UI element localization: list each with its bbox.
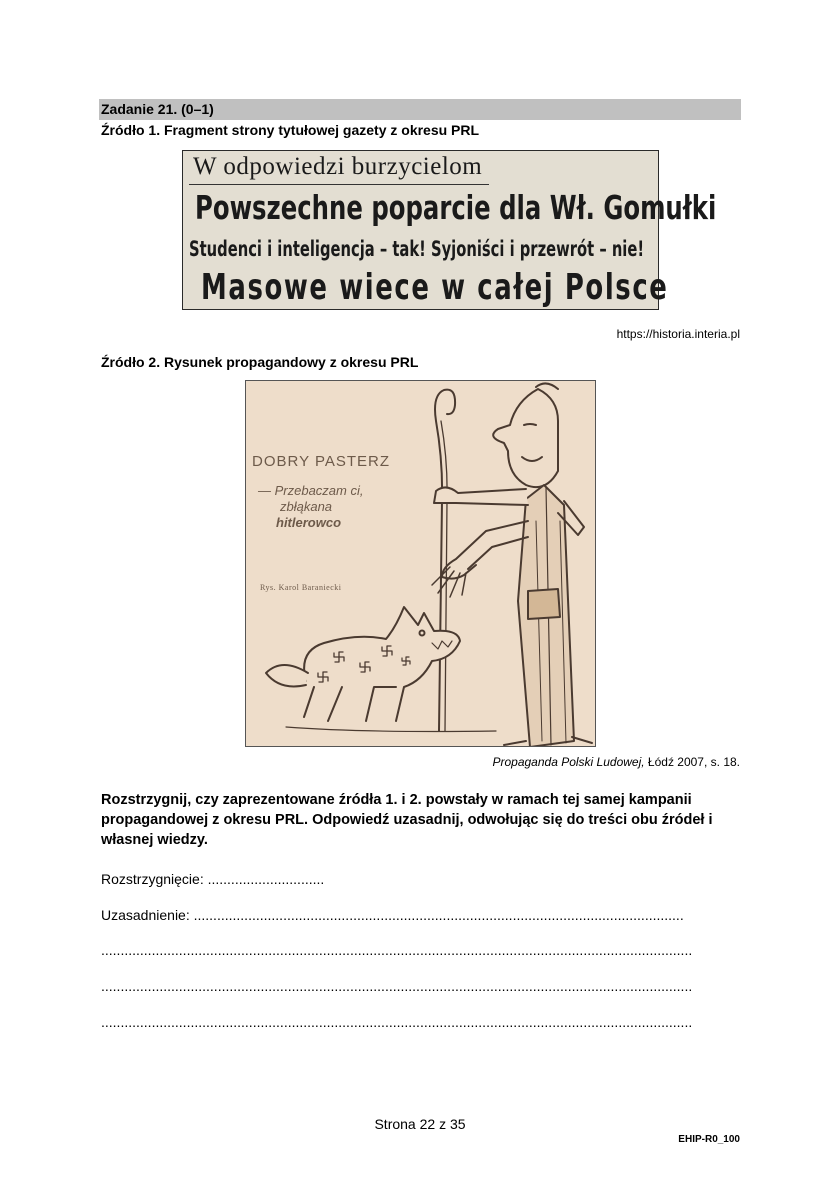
page-number: Strona 22 z 35 [374,1116,466,1132]
propaganda-drawing [245,380,596,747]
source-2-book-title: Propaganda Polski Ludowej, [492,755,645,769]
newspaper-line-1: W odpowiedzi burzycielom [193,153,483,180]
drawing-caption-line: — Przebaczam ci, [258,483,364,498]
newspaper-headline: Powszechne poparcie dla Wł. Gomułki [195,188,717,227]
exam-code: EHIP-R0_100 [678,1134,740,1145]
source-2-title: Źródło 2. Rysunek propagandowy z okresu PRL [101,354,419,370]
drawing-title: DOBRY PASTERZ [252,453,391,470]
answer-dotted-line[interactable]: ........................................................................................................................................................ [101,942,693,958]
drawing-author: Rys. Karol Baraniecki [260,583,342,592]
task-header: Zadanie 21. (0–1) [99,99,741,120]
source-2-publication: Łódź 2007, s. 18. [644,755,740,769]
drawing-caption-line: zbłąkana [280,499,333,514]
justification-answer-line[interactable]: Uzasadnienie: .............................................................................................................................. [101,907,684,923]
answer-dotted-line[interactable]: ........................................................................................................................................................ [101,1014,693,1030]
newspaper-clipping [182,150,717,310]
newspaper-line-3: Studenci i inteligencja – tak! Syjoniści i przewrót – nie! [189,237,645,261]
decision-answer-line[interactable]: Rozstrzygnięcie: .............................. [101,871,325,887]
source-2-credit [492,755,740,770]
source-1-credit: https://historia.interia.pl [616,327,740,341]
drawing-caption-line: hitlerowco [276,515,342,530]
newspaper-line-4: Masowe wiece w całej Polsce [201,267,669,308]
newspaper-rule [189,184,489,185]
source-1-title: Źródło 1. Fragment strony tytułowej gazety z okresu PRL [101,122,480,138]
question-text: Rozstrzygnij, czy zaprezentowane źródła 1. i 2. powstały w ramach tej samej kampanii propagandowej z okresu PRL. Odpowiedź uzasadnij, odwołując się do treści obu źródeł i własnej wiedzy. [101,792,713,848]
shepherd-and-wolf-illustration [246,381,596,747]
drawing-caption [258,483,363,531]
answer-dotted-line[interactable]: ........................................................................................................................................................ [101,978,693,994]
